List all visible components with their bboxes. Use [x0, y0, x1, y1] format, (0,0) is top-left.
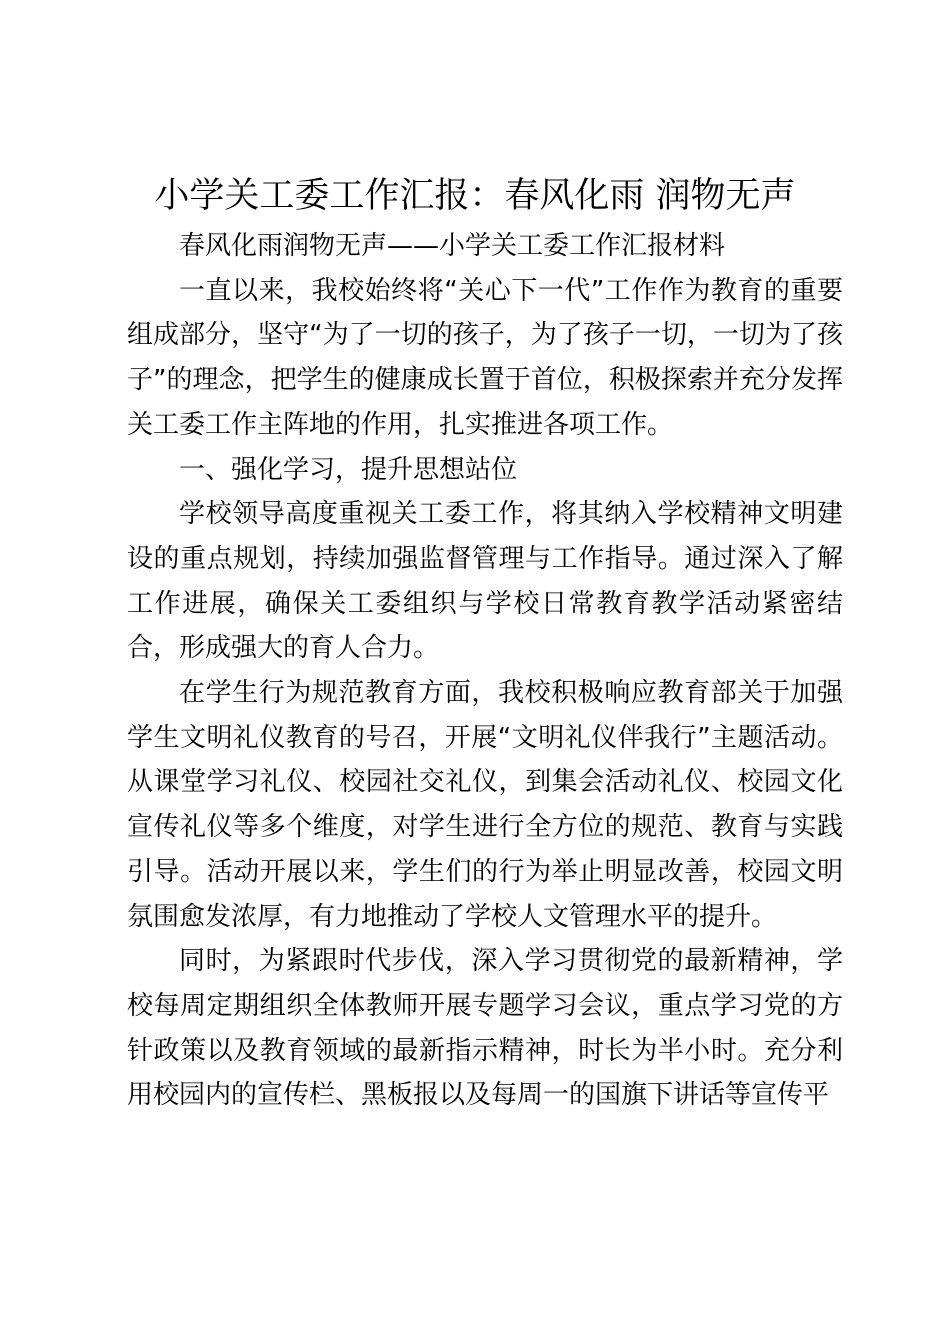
document-title: 小学关工委工作汇报：春风化雨 润物无声 [154, 176, 796, 216]
document-body [127, 224, 843, 1118]
intro-paragraph: 一直以来，我校始终将“关心下一代”工作作为教育的重要组成部分，坚守“为了一切的孩子，为了孩子一切，一切为了孩子”的理念，把学生的健康成长置于首位，积极探索并充分发挥关工委工作主阵地的作用，扎实推进各项工作。 [127, 275, 843, 440]
subtitle-paragraph: 春风化雨润物无声——小学关工委工作汇报材料 [179, 231, 726, 261]
body-paragraph: 同时，为紧跟时代步伐，深入学习贯彻党的最新精神，学校每周定期组织全体教师开展专题学习会议，重点学习党的方针政策以及教育领域的最新指示精神，时长为半小时。充分利用校园内的宣传栏、黑板报以及每周一的国旗下讲话等宣传平 [127, 946, 843, 1111]
body-paragraph: 在学生行为规范教育方面，我校积极响应教育部关于加强学生文明礼仪教育的号召，开展“文明礼仪伴我行”主题活动。从课堂学习礼仪、校园社交礼仪，到集会活动礼仪、校园文化宣传礼仪等多个维度，对学生进行全方位的规范、教育与实践引导。活动开展以来，学生们的行为举止明显改善，校园文明氛围愈发浓厚，有力地推动了学校人文管理水平的提升。 [127, 678, 843, 932]
body-paragraph: 学校领导高度重视关工委工作，将其纳入学校精神文明建设的重点规划，持续加强监督管理与工作指导。通过深入了解工作进展，确保关工委组织与学校日常教育教学活动紧密结合，形成强大的育人合力。 [127, 499, 843, 664]
section-heading: 一、强化学习，提升思想站位 [179, 454, 518, 485]
